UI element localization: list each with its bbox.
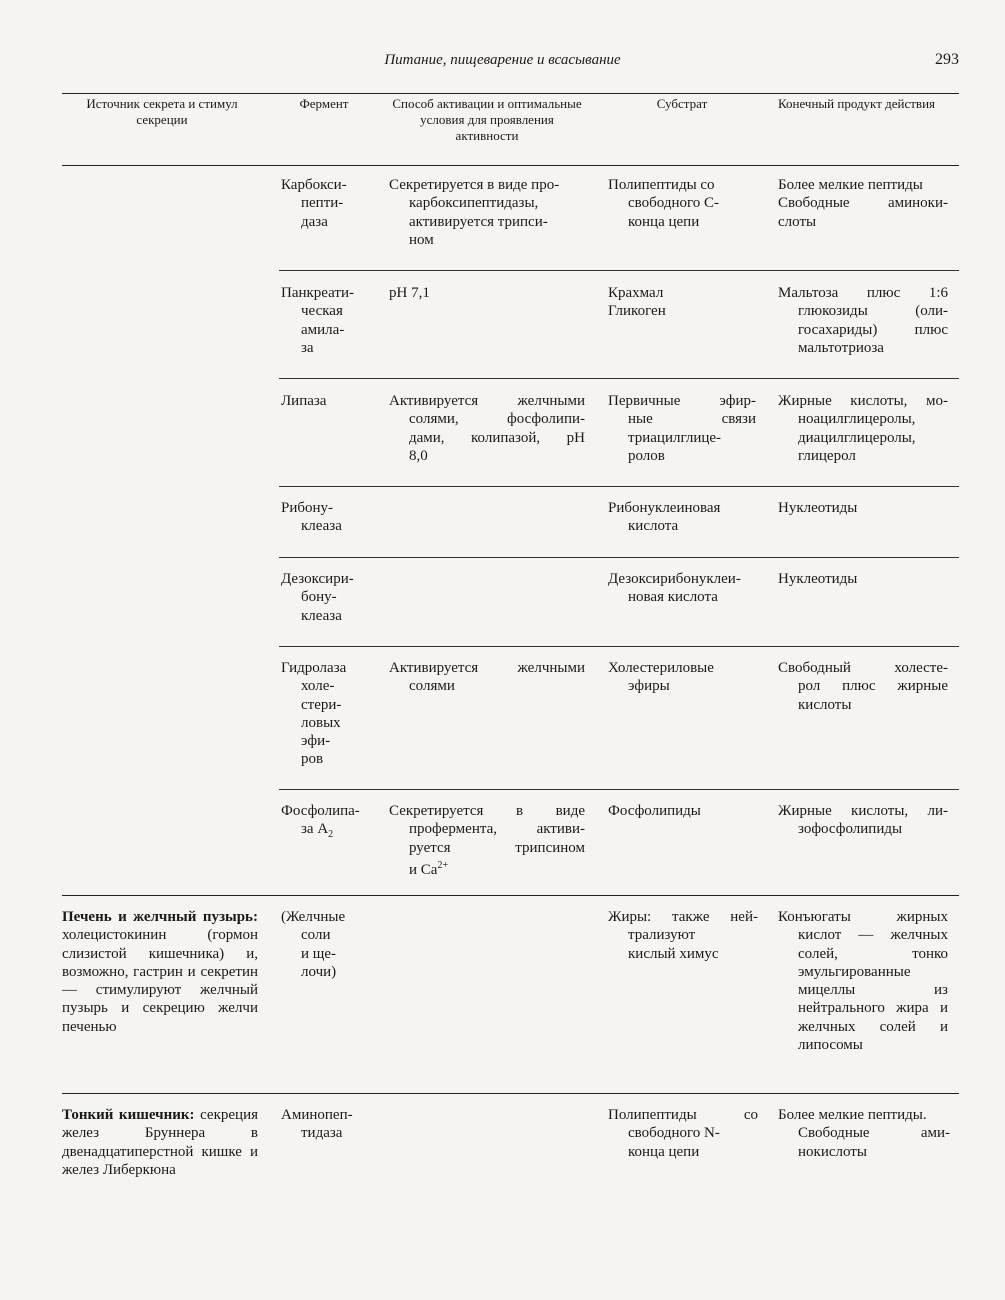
source-cell: Печень и желчный пузырь: холецистокинин (гормон слизистой кишечника) и, возможно, гастрин и секретин — стимулируют желчный пузырь и секрецию желчи печенью	[62, 909, 258, 1035]
row-divider	[279, 270, 959, 271]
activation-cell: Секретируется в виде про- карбоксипептидазы, активируется трипси- ном	[389, 177, 560, 248]
source-heading: Тонкий кишечник:	[62, 1107, 195, 1123]
row-divider	[279, 646, 959, 647]
row-divider	[279, 789, 959, 790]
col-header-enzyme: Фермент	[299, 96, 349, 111]
source-heading: Печень и желчный пузырь:	[62, 909, 258, 925]
substrate-cell: Полипептиды со свободного С- конца цепи	[608, 177, 720, 230]
enzyme-cell: Липаза	[281, 393, 327, 409]
page-number: 293	[935, 51, 959, 68]
enzyme-cell: (Желчные соли и ще- лочи)	[281, 909, 346, 980]
running-title: Питание, пищеварение и всасывание	[384, 52, 621, 68]
substrate-cell: Холестериловые эфиры	[608, 660, 714, 695]
product-cell: Конъюгаты жирных кислот — желчных солей, тонко эмульгированные мицеллы из нейтрального жира и желчных солей и липосомы	[778, 909, 948, 1054]
enzyme-cell: Рибону- клеаза	[281, 500, 342, 535]
substrate-cell: Полипептиды со свободного N- конца цепи	[608, 1107, 758, 1160]
substrate-cell: Фосфолипиды	[608, 803, 701, 819]
source-cell: Тонкий кишечник: секреция желез Бруннера в двенадцатиперстной кишке и желез Либеркюна	[62, 1107, 258, 1178]
activation-cell: pH 7,1	[389, 285, 430, 301]
col-header-product: Конечный продукт действия	[778, 96, 936, 111]
enzyme-cell: Фосфолипа- за $A_2$	[281, 803, 360, 841]
enzyme-cell: Карбокси- пепти- даза	[281, 177, 347, 230]
enzyme-cell: Гидролаза холе- стери- ловых эфи- ров	[281, 660, 347, 768]
activation-cell: Активируется желчными солями, фосфолипи- дами, колипазой, pH 8,0	[389, 393, 585, 464]
row-divider	[279, 378, 959, 379]
activation-cell: Активируется желчными солями	[389, 660, 585, 695]
enzyme-cell: Панкреати- ческая амила- за	[281, 285, 354, 356]
enzyme-cell: Аминопеп- тидаза	[281, 1107, 353, 1142]
substrate-cell: Крахмал Гликоген	[608, 285, 666, 320]
section-rule	[62, 895, 959, 896]
col-header-substrate: Субстрат	[656, 96, 708, 111]
product-cell: Более мелкие пептиды Свободные аминоки- слоты	[778, 177, 948, 230]
product-cell: Нуклеотиды	[778, 571, 858, 587]
product-cell: Свободный холесте- рол плюс жирные кислоты	[778, 660, 948, 713]
col-header-activation: Способ активации и оптимальные условия для проявления активности	[392, 96, 582, 143]
table-top-rule	[62, 93, 959, 94]
enzyme-cell: Дезоксири- бону- клеаза	[281, 571, 354, 624]
col-header-source: Источник секрета и стимул секреции	[86, 96, 238, 127]
product-cell: Жирные кислоты, ли- зофосфолипиды	[778, 803, 948, 838]
product-cell: Нуклеотиды	[778, 500, 858, 516]
product-cell: Мальтоза плюс 1:6 глюкозиды (оли- госахариды) плюс мальтотриоза	[778, 285, 948, 356]
substrate-cell: Первичные эфир- ные связи триацилглице- ролов	[608, 393, 756, 464]
section-rule	[62, 1093, 959, 1094]
product-cell: Жирные кислоты, мо- ноацилглицеролы, диацилглицеролы, глицерол	[778, 393, 948, 464]
substrate-cell: Жиры: также ней- трализуют кислый химус	[608, 909, 758, 962]
header-bottom-rule	[62, 165, 959, 166]
row-divider	[279, 486, 959, 487]
row-divider	[279, 557, 959, 558]
activation-cell: Секретируется в виде профермента, активи- руется трипсином и $Ca^{2+}$	[389, 803, 585, 878]
substrate-cell: Дезоксирибонуклеи- новая кислота	[608, 571, 741, 606]
product-cell: Более мелкие пептиды. Свободные ами- нокислоты	[778, 1107, 950, 1160]
substrate-cell: Рибонуклеиновая кислота	[608, 500, 721, 535]
